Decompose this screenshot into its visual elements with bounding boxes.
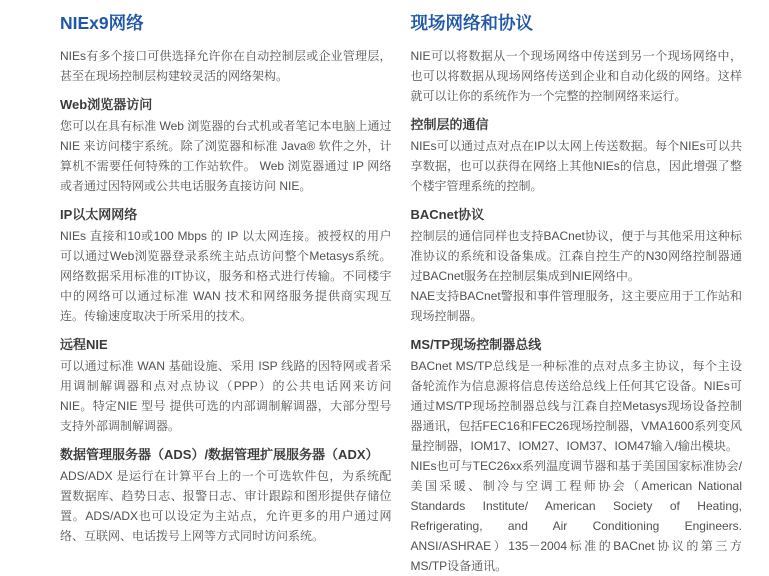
section-heading-web-browser-access: Web浏览器访问 bbox=[60, 97, 153, 112]
right-intro-paragraph: NIE可以将数据从一个现场网络中传送到另一个现场网络中，也可以将数据从现场网络传送到企业和自动化级的网络。这样就可以让你的系统作为一个完整的控制网络来运行。 bbox=[410, 49, 742, 103]
section-ip-ethernet-network bbox=[60, 207, 392, 326]
left-column-title: NIEx9网络 bbox=[60, 13, 144, 33]
section-paragraph: 您可以在具有标准 Web 浏览器的台式机或者笔记本电脑上通过 NIE 来访问楼宇系统。除了浏览器和标准 Java® 软件之外，计算机不需要任何特殊的工作站软件。 Web 浏览器通过 IP 网络或者通过因特网或公共电话服务直接访问 NIE。 bbox=[60, 119, 392, 193]
section-mstp-field-controller-bus bbox=[411, 337, 743, 576]
right-column bbox=[411, 13, 743, 576]
section-control-layer-communication bbox=[411, 117, 743, 196]
section-paragraph: NIEs 直接和10或100 Mbps 的 IP 以太网连接。被授权的用户可以通过Web浏览器登录系统主站点访问整个Metasys系统。网络数据采用标准的IT协议，服务和格式进行传输。不同楼宇中的网络可以通过标准 WAN 技术和网络服务提供商实现互连。传输速度取决于所采用的技术。 bbox=[60, 229, 392, 323]
left-intro-paragraph: NIEs有多个接口可供选择允许你在自动控制层或企业管理层，甚至在现场控制层构建较灵活的网络架构。 bbox=[60, 49, 392, 83]
section-paragraph: BACnet MS/TP总线是一种标准的点对点多主协议，每个主设备轮流作为信息源将信息传送给总线上任何其它设备。NIEs可通过MS/TP现场控制器总线与江森自控Metasys现场设备控制器通讯，包括FEC16和FEC26现场控制器，VMA1600系列变风量控制器，IOM17、IOM27、IOM37、IOM47输入/输出模块。 bbox=[410, 359, 742, 453]
section-ads-adx-servers bbox=[60, 447, 392, 546]
section-paragraph: NIEs也可与TEC26xx系列温度调节器和基于美国国家标准协会/美国采暖、制冷与空调工程师协会（American National Standards Institute/ American Society of Heating, Refrigerating, and Air Conditioning Engineers. ANSI/ASHRAE）135－2004标准的BACnet协议的第三方MS/TP设备通讯。 bbox=[410, 459, 742, 573]
section-heading-mstp-field-controller-bus: MS/TP现场控制器总线 bbox=[410, 337, 542, 352]
section-paragraph: NIEs可以通过点对点在IP以太网上传送数据。每个NIEs可以共享数据，也可以获得在网络上其他NIEs的信息，因此增强了整个楼宇管理系统的控制。 bbox=[410, 139, 742, 193]
right-column-title: 现场网络和协议 bbox=[410, 13, 533, 33]
left-column bbox=[60, 13, 392, 576]
section-paragraph: 可以通过标准 WAN 基础设施、采用 ISP 线路的因特网或者采用调制解调器和点对点协议（PPP）的公共电话网来访问 NIE。特定NIE 型号 提供可选的内部调制解调器，大部分型号支持外部调制解调器。 bbox=[60, 359, 392, 433]
section-paragraph: NAE支持BACnet警报和事件管理服务，这主要应用于工作站和现场控制器。 bbox=[410, 289, 742, 323]
section-heading-control-layer-communication: 控制层的通信 bbox=[410, 117, 489, 132]
section-heading-remote-nie: 远程NIE bbox=[60, 337, 108, 352]
section-bacnet-protocol bbox=[411, 207, 743, 326]
section-paragraph: ADS/ADX 是运行在计算平台上的一个可选软件包，为系统配置数据库、趋势日志、报警日志、审计跟踪和图形提供存储位置。ADS/ADX也可以设定为主站点，允许更多的用户通过网络、互联网、电话拨号上网等方式同时访问系统。 bbox=[60, 469, 392, 543]
section-heading-bacnet-protocol: BACnet协议 bbox=[410, 207, 485, 222]
section-paragraph: 控制层的通信同样也支持BACnet协议，便于与其他采用这种标准协议的系统和设备集成。江森自控生产的N30网络控制器通过BACnet服务在控制层集成到NIE网络中。 bbox=[410, 229, 742, 283]
section-web-browser-access bbox=[60, 97, 392, 196]
section-heading-ads-adx-servers: 数据管理服务器（ADS）/数据管理扩展服务器（ADX） bbox=[60, 447, 379, 462]
section-remote-nie bbox=[60, 337, 392, 436]
section-heading-ip-ethernet-network: IP以太网网络 bbox=[60, 207, 138, 222]
